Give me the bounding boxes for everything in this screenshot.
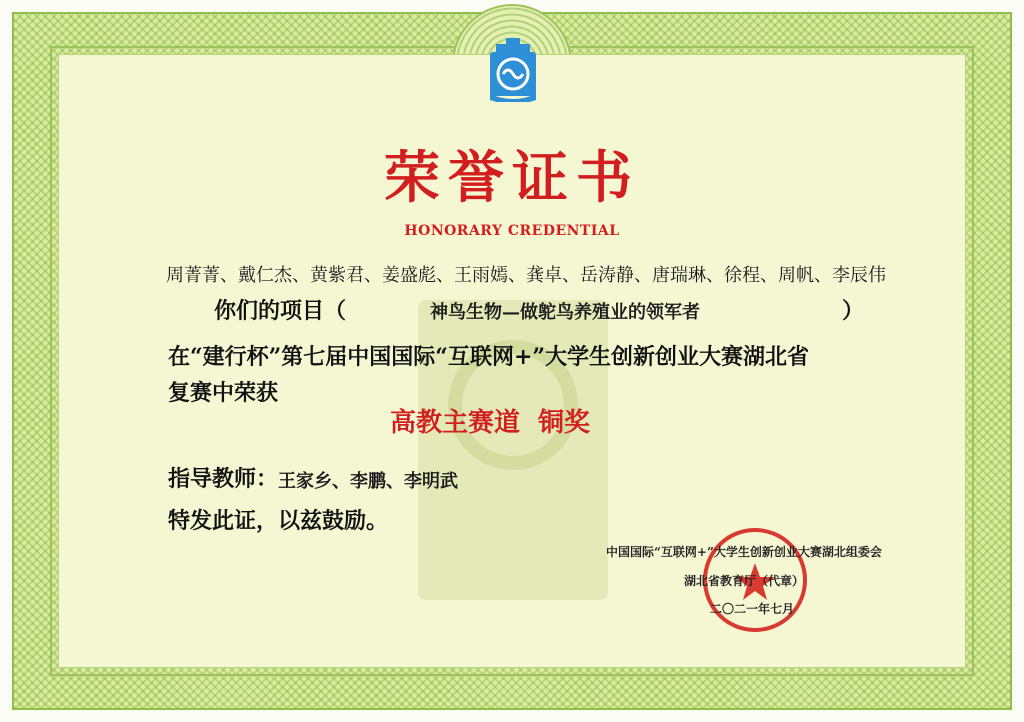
- certificate-subtitle: HONORARY CREDENTIAL: [404, 223, 620, 239]
- award: [390, 402, 590, 439]
- project-name: 神鸟生物—做鸵鸟养殖业的领军者: [430, 302, 700, 323]
- advisor-label: 指导教师：: [168, 466, 279, 492]
- contest-description: 在“建行杯”第七届中国国际“互联网+”大学生创新创业大赛湖北省: [168, 344, 810, 370]
- contest-description-cont: 复赛中荣获: [168, 380, 279, 406]
- award-level: 铜奖: [538, 408, 591, 438]
- issue-date: 二〇二一年七月: [710, 602, 795, 616]
- issuer-seal-note: 湖北省教育厅（代章）: [684, 574, 805, 588]
- issuer: 中国国际“互联网+”大学生创新创业大赛湖北组委会: [606, 545, 882, 559]
- closing-statement: 特发此证，以兹鼓励。: [168, 508, 389, 534]
- contest-emblem-icon: [486, 38, 540, 102]
- recipient-names: 周菁菁、戴仁杰、黄紫君、姜盛彪、王雨嫣、龚卓、岳涛静、唐瑞琳、徐程、周帆、李辰伟: [166, 265, 886, 286]
- project-close-paren: ）: [842, 298, 865, 324]
- award-track: 高教主赛道: [390, 408, 521, 438]
- advisor-names: 王家乡、李鹏、李明武: [278, 471, 458, 492]
- certificate-title: 荣誉证书: [384, 145, 640, 211]
- project-label: 你们的项目（: [214, 298, 347, 324]
